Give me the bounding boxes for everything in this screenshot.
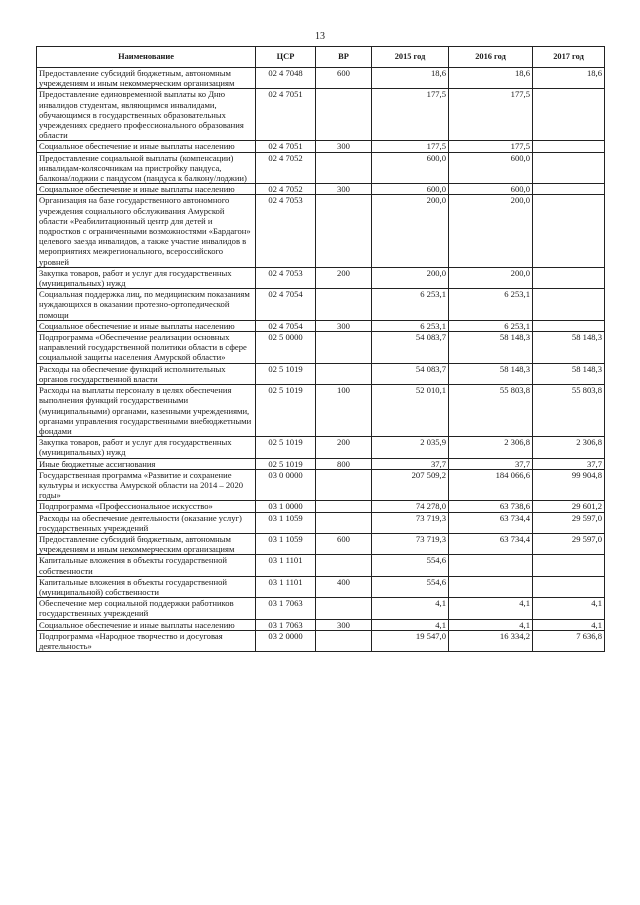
- row-2016-cell: 177,5: [449, 89, 533, 141]
- row-2017-cell: [533, 184, 605, 195]
- row-name-cell: Подпрограмма «Профессиональное искусство»: [37, 501, 256, 512]
- row-2015-cell: 73 719,3: [372, 533, 449, 554]
- row-2017-cell: 37,7: [533, 458, 605, 469]
- row-2015-cell: 37,7: [372, 458, 449, 469]
- table-row: [37, 152, 605, 184]
- table-header-row: [37, 47, 605, 68]
- table-row: [37, 437, 605, 458]
- row-2015-cell: 177,5: [372, 141, 449, 152]
- table-row: [37, 555, 605, 576]
- table-row: [37, 385, 605, 437]
- row-name-cell: Капитальные вложения в объекты государственной собственности: [37, 555, 256, 576]
- row-2016-cell: 4,1: [449, 598, 533, 619]
- row-2015-cell: 54 083,7: [372, 363, 449, 384]
- row-name-cell: Расходы на выплаты персоналу в целях обеспечения выполнения функций государственными (муниципальными) органами, казенными учреждениями, органами управления государственными внебюджетными фондами: [37, 385, 256, 437]
- row-name-cell: Подпрограмма «Народное творчество и досуговая деятельность»: [37, 630, 256, 651]
- row-2015-cell: 4,1: [372, 598, 449, 619]
- row-2017-cell: [533, 267, 605, 288]
- row-name-cell: Закупка товаров, работ и услуг для государственных (муниципальных) нужд: [37, 267, 256, 288]
- row-2015-cell: 18,6: [372, 68, 449, 89]
- row-vr-cell: 300: [316, 619, 372, 630]
- row-name-cell: Расходы на обеспечение функций исполнительных органов государственной власти: [37, 363, 256, 384]
- row-csr-cell: 02 4 7051: [256, 89, 316, 141]
- row-2017-cell: [533, 555, 605, 576]
- row-vr-cell: 200: [316, 267, 372, 288]
- table-row: [37, 141, 605, 152]
- row-csr-cell: 02 4 7053: [256, 267, 316, 288]
- row-2015-cell: 6 253,1: [372, 320, 449, 331]
- row-name-cell: Социальное обеспечение и иные выплаты населению: [37, 619, 256, 630]
- row-csr-cell: 03 0 0000: [256, 469, 316, 501]
- row-2015-cell: 4,1: [372, 619, 449, 630]
- row-vr-cell: 300: [316, 320, 372, 331]
- row-vr-cell: [316, 152, 372, 184]
- row-csr-cell: 02 4 7053: [256, 195, 316, 267]
- row-2016-cell: 58 148,3: [449, 363, 533, 384]
- row-vr-cell: [316, 469, 372, 501]
- row-name-cell: Капитальные вложения в объекты государственной (муниципальной) собственности: [37, 576, 256, 597]
- table-row: [37, 630, 605, 651]
- row-name-cell: Предоставление субсидий бюджетным, автономным учреждениям и иным некоммерческим организациям: [37, 68, 256, 89]
- row-vr-cell: [316, 512, 372, 533]
- row-csr-cell: 02 5 0000: [256, 332, 316, 364]
- row-2016-cell: 18,6: [449, 68, 533, 89]
- row-name-cell: Иные бюджетные ассигнования: [37, 458, 256, 469]
- row-csr-cell: 02 4 7052: [256, 152, 316, 184]
- row-2017-cell: 4,1: [533, 619, 605, 630]
- row-csr-cell: 02 4 7054: [256, 289, 316, 321]
- row-2017-cell: 7 636,8: [533, 630, 605, 651]
- row-2015-cell: 19 547,0: [372, 630, 449, 651]
- row-name-cell: Социальное обеспечение и иные выплаты населению: [37, 141, 256, 152]
- row-csr-cell: 02 5 1019: [256, 385, 316, 437]
- row-csr-cell: 03 1 0000: [256, 501, 316, 512]
- row-2017-cell: 58 148,3: [533, 332, 605, 364]
- row-2017-cell: 29 601,2: [533, 501, 605, 512]
- row-vr-cell: 400: [316, 576, 372, 597]
- row-2016-cell: 184 066,6: [449, 469, 533, 501]
- row-2017-cell: 58 148,3: [533, 363, 605, 384]
- table-row: [37, 619, 605, 630]
- row-vr-cell: [316, 630, 372, 651]
- row-vr-cell: [316, 598, 372, 619]
- row-name-cell: Обеспечение мер социальной поддержки работников государственных учреждений: [37, 598, 256, 619]
- table-row: [37, 598, 605, 619]
- row-2017-cell: [533, 576, 605, 597]
- budget-table: [36, 46, 605, 652]
- row-2017-cell: [533, 141, 605, 152]
- row-2016-cell: 177,5: [449, 141, 533, 152]
- row-name-cell: Предоставление социальной выплаты (компенсации) инвалидам-колясочникам на пристройку пандуса, балкона/лоджии с пандусом (пандуса к балкону/лоджии): [37, 152, 256, 184]
- row-name-cell: Расходы на обеспечение деятельности (оказание услуг) государственных учреждений: [37, 512, 256, 533]
- row-csr-cell: 02 5 1019: [256, 458, 316, 469]
- table-row: [37, 68, 605, 89]
- header-csr: ЦСР: [256, 47, 316, 68]
- table-body: [37, 68, 605, 652]
- row-2016-cell: 63 734,4: [449, 533, 533, 554]
- row-2016-cell: [449, 555, 533, 576]
- row-2016-cell: 6 253,1: [449, 289, 533, 321]
- row-name-cell: Закупка товаров, работ и услуг для государственных (муниципальных) нужд: [37, 437, 256, 458]
- table-row: [37, 363, 605, 384]
- row-csr-cell: 03 2 0000: [256, 630, 316, 651]
- row-name-cell: Предоставление субсидий бюджетным, автономным учреждениям и иным некоммерческим организациям: [37, 533, 256, 554]
- row-2015-cell: 73 719,3: [372, 512, 449, 533]
- header-2017: 2017 год: [533, 47, 605, 68]
- row-2015-cell: 200,0: [372, 195, 449, 267]
- row-2016-cell: 58 148,3: [449, 332, 533, 364]
- row-csr-cell: 02 4 7052: [256, 184, 316, 195]
- row-2016-cell: 200,0: [449, 267, 533, 288]
- row-2016-cell: 63 734,4: [449, 512, 533, 533]
- table-row: [37, 458, 605, 469]
- table-row: [37, 195, 605, 267]
- row-2015-cell: 200,0: [372, 267, 449, 288]
- row-vr-cell: [316, 501, 372, 512]
- row-2016-cell: 600,0: [449, 152, 533, 184]
- row-vr-cell: 800: [316, 458, 372, 469]
- row-csr-cell: 02 5 1019: [256, 437, 316, 458]
- row-2017-cell: 29 597,0: [533, 512, 605, 533]
- table-row: [37, 89, 605, 141]
- row-2017-cell: [533, 289, 605, 321]
- row-vr-cell: [316, 555, 372, 576]
- row-2015-cell: 6 253,1: [372, 289, 449, 321]
- header-2016: 2016 год: [449, 47, 533, 68]
- row-2017-cell: [533, 195, 605, 267]
- table-row: [37, 320, 605, 331]
- row-2016-cell: 63 738,6: [449, 501, 533, 512]
- row-2017-cell: 29 597,0: [533, 533, 605, 554]
- row-2017-cell: [533, 89, 605, 141]
- page-number: 13: [315, 31, 325, 42]
- row-vr-cell: [316, 332, 372, 364]
- table-row: [37, 469, 605, 501]
- table-row: [37, 512, 605, 533]
- header-vr: ВР: [316, 47, 372, 68]
- row-vr-cell: 600: [316, 68, 372, 89]
- row-2017-cell: [533, 152, 605, 184]
- row-name-cell: Социальное обеспечение и иные выплаты населению: [37, 320, 256, 331]
- row-2016-cell: 6 253,1: [449, 320, 533, 331]
- row-2017-cell: 2 306,8: [533, 437, 605, 458]
- row-vr-cell: 100: [316, 385, 372, 437]
- row-2017-cell: 99 904,8: [533, 469, 605, 501]
- row-name-cell: Социальное обеспечение и иные выплаты населению: [37, 184, 256, 195]
- table-row: [37, 501, 605, 512]
- table-row: [37, 576, 605, 597]
- row-vr-cell: 300: [316, 184, 372, 195]
- row-2017-cell: 4,1: [533, 598, 605, 619]
- row-name-cell: Государственная программа «Развитие и сохранение культуры и искусства Амурской области на 2014 – 2020 годы»: [37, 469, 256, 501]
- table-row: [37, 332, 605, 364]
- table-row: [37, 289, 605, 321]
- header-2015: 2015 год: [372, 47, 449, 68]
- row-2016-cell: 600,0: [449, 184, 533, 195]
- row-2017-cell: [533, 320, 605, 331]
- row-2017-cell: 55 803,8: [533, 385, 605, 437]
- row-csr-cell: 03 1 7063: [256, 598, 316, 619]
- row-vr-cell: [316, 195, 372, 267]
- row-csr-cell: 03 1 7063: [256, 619, 316, 630]
- row-2016-cell: 37,7: [449, 458, 533, 469]
- row-csr-cell: 03 1 1101: [256, 555, 316, 576]
- row-name-cell: Предоставление единовременной выплаты ко Дню инвалидов студентам, являющимся инвалидами, обучающимся в государственных образовательных учреждениях среднего профессионального образования области: [37, 89, 256, 141]
- row-2015-cell: 74 278,0: [372, 501, 449, 512]
- row-2016-cell: 2 306,8: [449, 437, 533, 458]
- row-csr-cell: 03 1 1059: [256, 533, 316, 554]
- row-csr-cell: 02 5 1019: [256, 363, 316, 384]
- table-row: [37, 533, 605, 554]
- row-2017-cell: 18,6: [533, 68, 605, 89]
- row-2015-cell: 2 035,9: [372, 437, 449, 458]
- row-vr-cell: [316, 89, 372, 141]
- table-row: [37, 267, 605, 288]
- row-2015-cell: 554,6: [372, 555, 449, 576]
- header-name: Наименование: [37, 47, 256, 68]
- row-csr-cell: 02 4 7054: [256, 320, 316, 331]
- row-2015-cell: 554,6: [372, 576, 449, 597]
- row-vr-cell: [316, 363, 372, 384]
- row-name-cell: Подпрограмма «Обеспечение реализации основных направлений государственной политики области в сфере социальной защиты населения Амурской области»: [37, 332, 256, 364]
- row-2015-cell: 207 509,2: [372, 469, 449, 501]
- row-name-cell: Социальная поддержка лиц, по медицинским показаниям нуждающихся в оказании протезно-ортопедической помощи: [37, 289, 256, 321]
- row-vr-cell: 200: [316, 437, 372, 458]
- row-2015-cell: 177,5: [372, 89, 449, 141]
- row-2015-cell: 600,0: [372, 152, 449, 184]
- table-row: [37, 184, 605, 195]
- row-2015-cell: 54 083,7: [372, 332, 449, 364]
- row-2016-cell: 200,0: [449, 195, 533, 267]
- row-csr-cell: 02 4 7048: [256, 68, 316, 89]
- row-vr-cell: 600: [316, 533, 372, 554]
- row-vr-cell: 300: [316, 141, 372, 152]
- row-vr-cell: [316, 289, 372, 321]
- row-2016-cell: 55 803,8: [449, 385, 533, 437]
- row-name-cell: Организация на базе государственного автономного учреждения социального обслуживания Амурской области «Реабилитационный центр для детей и подростков с ограниченными возможностями «Бардагон» целевого заезда инвалидов, а также участие инвалидов в мероприятиях межрегионального, всероссийского уровней: [37, 195, 256, 267]
- row-csr-cell: 02 4 7051: [256, 141, 316, 152]
- row-2016-cell: 16 334,2: [449, 630, 533, 651]
- row-2015-cell: 600,0: [372, 184, 449, 195]
- row-2016-cell: 4,1: [449, 619, 533, 630]
- row-2015-cell: 52 010,1: [372, 385, 449, 437]
- row-2016-cell: [449, 576, 533, 597]
- row-csr-cell: 03 1 1101: [256, 576, 316, 597]
- row-csr-cell: 03 1 1059: [256, 512, 316, 533]
